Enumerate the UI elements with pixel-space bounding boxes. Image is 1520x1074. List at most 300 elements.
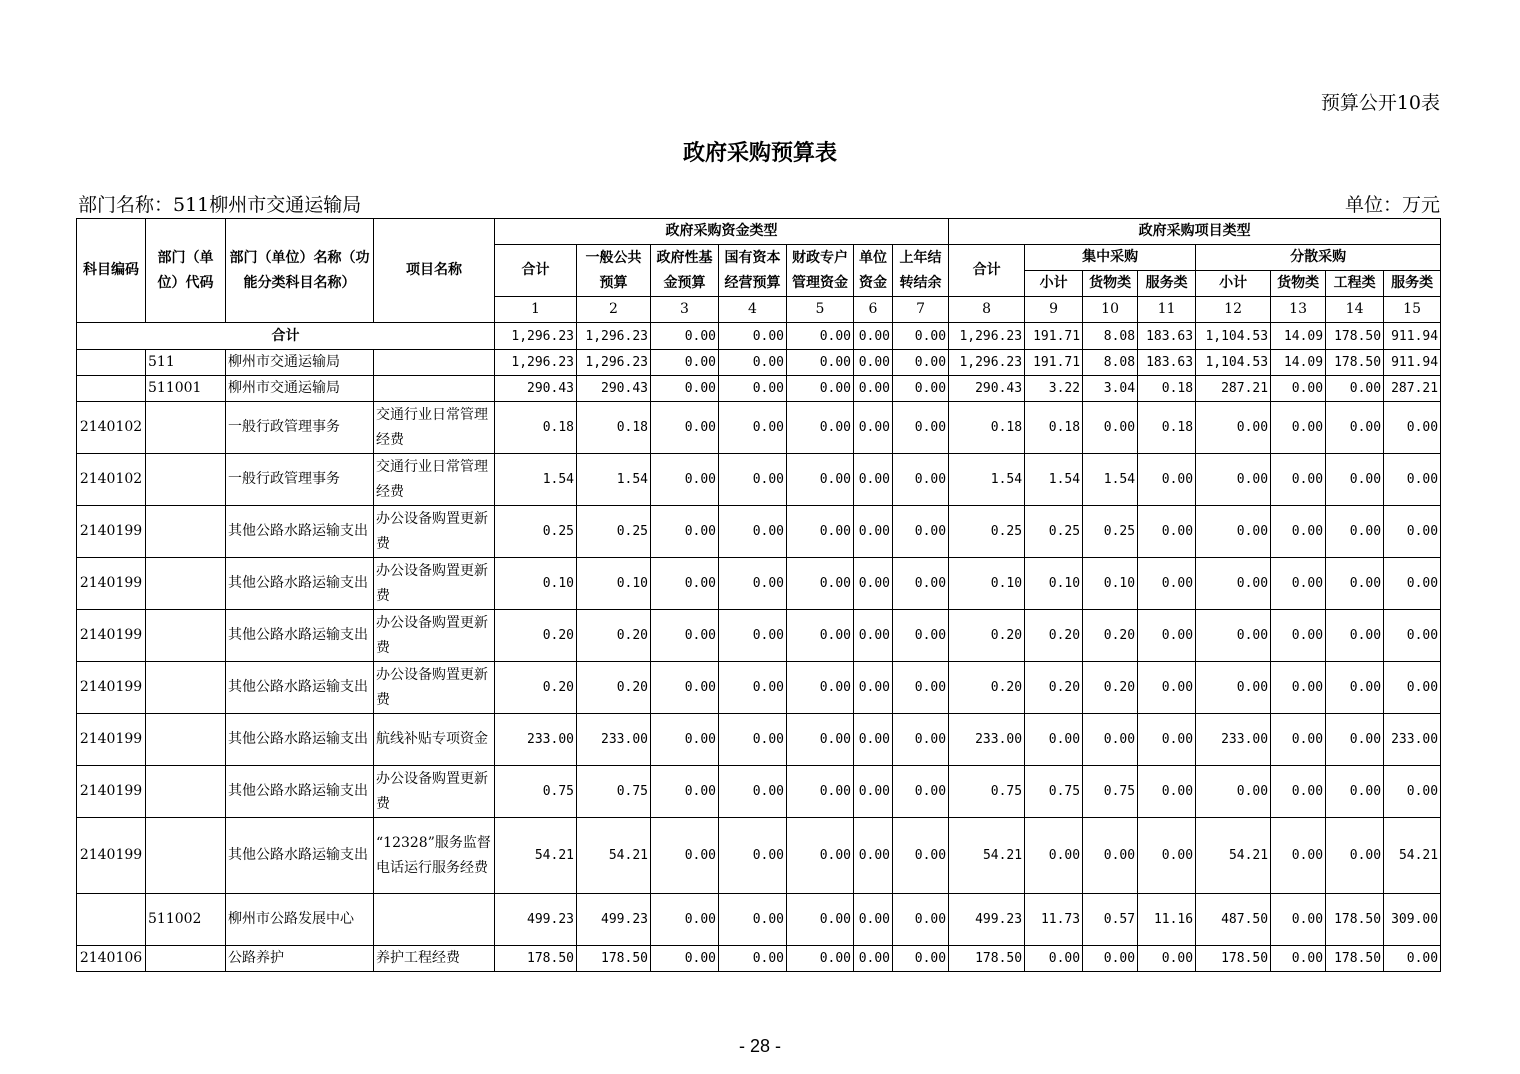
value-cell: 0.18 [1138,402,1196,454]
value-cell: 0.00 [1384,558,1441,610]
value-cell: 0.25 [949,506,1025,558]
value-cell: 0.00 [651,402,719,454]
total-label: 合计 [77,323,495,350]
header-special-fund: 财政专户管理资金 [787,245,854,297]
value-cell: 0.00 [1196,402,1271,454]
total-value: 0.00 [854,323,893,350]
project-name-cell [374,894,495,946]
table-row [77,714,1441,766]
value-cell: 178.50 [1326,350,1384,376]
value-cell: 290.43 [495,376,577,402]
value-cell: 0.00 [1138,818,1196,894]
header-engineering: 工程类 [1326,271,1384,297]
dept-code-cell [146,506,226,558]
value-cell: 0.00 [651,766,719,818]
subject-code-cell: 2140102 [77,454,146,506]
value-cell: 0.18 [495,402,577,454]
total-value: 0.00 [719,323,787,350]
value-cell: 0.00 [854,506,893,558]
column-number: 10 [1083,297,1138,323]
table-row [77,376,1441,402]
value-cell: 54.21 [949,818,1025,894]
value-cell: 54.21 [577,818,651,894]
dept-name-cell: 其他公路水路运输支出 [226,506,374,558]
table-row [77,766,1441,818]
value-cell: 0.00 [1271,376,1326,402]
value-cell: 0.25 [1083,506,1138,558]
value-cell: 0.00 [1083,714,1138,766]
total-value: 0.00 [651,323,719,350]
value-cell: 0.00 [1271,714,1326,766]
dept-name-cell: 其他公路水路运输支出 [226,558,374,610]
column-number: 14 [1326,297,1384,323]
value-cell: 0.00 [1138,714,1196,766]
table-row [77,506,1441,558]
value-cell: 178.50 [949,946,1025,972]
table-row [77,402,1441,454]
value-cell: 0.00 [1196,454,1271,506]
value-cell: 290.43 [577,376,651,402]
dept-name-cell: 其他公路水路运输支出 [226,662,374,714]
value-cell: 0.00 [1025,714,1083,766]
value-cell: 0.00 [1384,766,1441,818]
value-cell: 0.00 [1326,376,1384,402]
subject-code-cell [77,376,146,402]
total-value: 178.50 [1326,323,1384,350]
column-number: 7 [893,297,949,323]
total-value: 8.08 [1083,323,1138,350]
value-cell: 54.21 [1384,818,1441,894]
column-number: 3 [651,297,719,323]
value-cell: 287.21 [1384,376,1441,402]
value-cell: 0.00 [893,818,949,894]
value-cell: 0.00 [651,506,719,558]
value-cell: 0.00 [1196,610,1271,662]
value-cell: 0.00 [854,376,893,402]
value-cell: 0.18 [1138,376,1196,402]
value-cell: 0.00 [893,610,949,662]
header-fund-type: 政府采购资金类型 [495,219,949,245]
value-cell: 0.00 [893,946,949,972]
dept-code-cell: 511001 [146,376,226,402]
value-cell: 178.50 [495,946,577,972]
dept-code-cell: 511002 [146,894,226,946]
procurement-budget-table [76,218,1441,972]
value-cell: 0.00 [719,376,787,402]
value-cell: 0.10 [495,558,577,610]
value-cell: 178.50 [1326,894,1384,946]
subject-code-cell [77,894,146,946]
value-cell: 1.54 [495,454,577,506]
column-number: 6 [854,297,893,323]
column-number: 1 [495,297,577,323]
column-number: 12 [1196,297,1271,323]
value-cell: 0.00 [854,350,893,376]
value-cell: 0.00 [893,714,949,766]
column-number: 5 [787,297,854,323]
project-name-cell: “12328”服务监督电话运行服务经费 [374,818,495,894]
table-row [77,662,1441,714]
value-cell: 1,296.23 [949,350,1025,376]
value-cell: 0.00 [893,558,949,610]
value-cell: 3.22 [1025,376,1083,402]
table-row [77,558,1441,610]
header-state-capital: 国有资本经营预算 [719,245,787,297]
dept-code-cell [146,454,226,506]
value-cell: 0.00 [651,610,719,662]
value-cell: 14.09 [1271,350,1326,376]
value-cell: 0.00 [719,894,787,946]
value-cell: 0.00 [1196,506,1271,558]
value-cell: 911.94 [1384,350,1441,376]
dept-name-cell: 柳州市交通运输局 [226,376,374,402]
value-cell: 0.00 [1138,454,1196,506]
value-cell: 1.54 [1083,454,1138,506]
value-cell: 0.20 [1083,662,1138,714]
value-cell: 0.00 [1326,610,1384,662]
value-cell: 0.00 [1271,506,1326,558]
value-cell: 0.00 [651,376,719,402]
value-cell: 233.00 [1384,714,1441,766]
value-cell: 0.00 [787,376,854,402]
total-value: 0.00 [893,323,949,350]
value-cell: 0.00 [1138,946,1196,972]
value-cell: 0.00 [719,662,787,714]
value-cell: 499.23 [949,894,1025,946]
value-cell: 0.00 [1138,506,1196,558]
table-row [77,610,1441,662]
dept-code-cell [146,610,226,662]
value-cell: 0.00 [1083,946,1138,972]
value-cell: 1,296.23 [577,350,651,376]
header-general-budget: 一般公共预算 [577,245,651,297]
subject-code-cell: 2140106 [77,946,146,972]
value-cell: 54.21 [1196,818,1271,894]
value-cell: 0.00 [1326,454,1384,506]
table-row [77,946,1441,972]
value-cell: 233.00 [495,714,577,766]
value-cell: 0.75 [1083,766,1138,818]
total-value: 1,104.53 [1196,323,1271,350]
value-cell: 0.00 [651,894,719,946]
total-value: 0.00 [787,323,854,350]
total-value: 911.94 [1384,323,1441,350]
header-dept-name: 部门（单位）名称（功能分类科目名称） [226,219,374,323]
subject-code-cell: 2140199 [77,662,146,714]
value-cell: 0.00 [1025,946,1083,972]
value-cell: 0.00 [854,662,893,714]
value-cell: 0.00 [1326,714,1384,766]
total-row [77,323,1441,350]
value-cell: 0.75 [1025,766,1083,818]
value-cell: 0.00 [719,558,787,610]
value-cell: 0.00 [893,506,949,558]
value-cell: 0.00 [1138,662,1196,714]
value-cell: 0.10 [949,558,1025,610]
value-cell: 0.00 [1384,610,1441,662]
project-name-cell: 办公设备购置更新费 [374,506,495,558]
header-decentralized: 分散采购 [1196,245,1441,271]
value-cell: 0.25 [1025,506,1083,558]
subject-code-cell: 2140199 [77,610,146,662]
value-cell: 0.20 [577,662,651,714]
dept-name-cell: 柳州市公路发展中心 [226,894,374,946]
header-goods: 货物类 [1083,271,1138,297]
value-cell: 0.00 [1326,506,1384,558]
header-project-name: 项目名称 [374,219,495,323]
total-value: 1,296.23 [949,323,1025,350]
value-cell: 0.00 [854,558,893,610]
value-cell: 0.00 [1271,818,1326,894]
value-cell: 0.00 [893,766,949,818]
value-cell: 0.00 [854,714,893,766]
department-label: 部门名称：511柳州市交通运输局 [78,194,362,216]
value-cell: 0.00 [893,350,949,376]
value-cell: 0.00 [1271,402,1326,454]
column-number: 9 [1025,297,1083,323]
value-cell: 0.00 [651,558,719,610]
value-cell: 0.00 [1384,662,1441,714]
header-subtotal2: 小计 [1196,271,1271,297]
dept-code-cell: 511 [146,350,226,376]
column-number: 8 [949,297,1025,323]
value-cell: 287.21 [1196,376,1271,402]
subject-code-cell: 2140199 [77,818,146,894]
value-cell: 0.00 [1196,558,1271,610]
value-cell: 0.00 [787,402,854,454]
unit-label: 单位：万元 [1344,194,1440,216]
value-cell: 8.08 [1083,350,1138,376]
value-cell: 178.50 [577,946,651,972]
value-cell: 0.00 [854,610,893,662]
value-cell: 0.00 [893,662,949,714]
value-cell: 0.00 [719,350,787,376]
value-cell: 0.00 [651,662,719,714]
dept-name-cell: 其他公路水路运输支出 [226,766,374,818]
total-value: 14.09 [1271,323,1326,350]
value-cell: 0.20 [495,610,577,662]
value-cell: 0.00 [787,818,854,894]
dept-code-cell [146,662,226,714]
value-cell: 0.00 [719,714,787,766]
subject-code-cell: 2140199 [77,766,146,818]
value-cell: 0.00 [787,714,854,766]
dept-code-cell [146,766,226,818]
value-cell: 0.00 [854,946,893,972]
value-cell: 0.00 [1138,558,1196,610]
column-number: 4 [719,297,787,323]
value-cell: 0.00 [719,946,787,972]
value-cell: 0.00 [1326,558,1384,610]
value-cell: 0.18 [949,402,1025,454]
column-number: 2 [577,297,651,323]
total-value: 183.63 [1138,323,1196,350]
header-carryover: 上年结转结余 [893,245,949,297]
header-total2: 合计 [949,245,1025,297]
value-cell: 0.00 [719,766,787,818]
form-number: 预算公开10表 [1320,92,1440,114]
value-cell: 0.10 [577,558,651,610]
project-name-cell: 航线补贴专项资金 [374,714,495,766]
value-cell: 0.00 [1384,402,1441,454]
subject-code-cell: 2140102 [77,402,146,454]
value-cell: 1,296.23 [495,350,577,376]
project-name-cell: 养护工程经费 [374,946,495,972]
value-cell: 178.50 [1326,946,1384,972]
value-cell: 0.75 [949,766,1025,818]
value-cell: 0.20 [495,662,577,714]
project-name-cell [374,376,495,402]
value-cell: 0.00 [787,946,854,972]
header-total: 合计 [495,245,577,297]
subject-code-cell [77,350,146,376]
dept-name-cell: 其他公路水路运输支出 [226,818,374,894]
value-cell: 0.00 [1326,766,1384,818]
header-centralized: 集中采购 [1025,245,1196,271]
value-cell: 0.00 [893,376,949,402]
dept-name-cell: 一般行政管理事务 [226,402,374,454]
value-cell: 0.57 [1083,894,1138,946]
subject-code-cell: 2140199 [77,714,146,766]
value-cell: 0.00 [1326,662,1384,714]
table-row [77,454,1441,506]
value-cell: 290.43 [949,376,1025,402]
table-row [77,818,1441,894]
value-cell: 0.00 [651,454,719,506]
value-cell: 0.00 [719,506,787,558]
dept-name-cell: 柳州市交通运输局 [226,350,374,376]
header-unit-fund: 单位资金 [854,245,893,297]
value-cell: 0.00 [854,894,893,946]
project-name-cell [374,350,495,376]
value-cell: 0.20 [577,610,651,662]
header-services2: 服务类 [1384,271,1441,297]
value-cell: 0.00 [719,454,787,506]
value-cell: 11.73 [1025,894,1083,946]
value-cell: 0.00 [787,894,854,946]
value-cell: 0.00 [893,402,949,454]
value-cell: 0.20 [949,662,1025,714]
header-services: 服务类 [1138,271,1196,297]
project-name-cell: 办公设备购置更新费 [374,662,495,714]
value-cell: 1.54 [1025,454,1083,506]
value-cell: 0.00 [1271,766,1326,818]
value-cell: 0.20 [1025,610,1083,662]
dept-name-cell: 一般行政管理事务 [226,454,374,506]
dept-name-cell: 公路养护 [226,946,374,972]
value-cell: 499.23 [495,894,577,946]
value-cell: 0.00 [787,506,854,558]
value-cell: 0.00 [787,350,854,376]
total-value: 191.71 [1025,323,1083,350]
value-cell: 0.00 [719,610,787,662]
value-cell: 0.00 [1271,558,1326,610]
value-cell: 0.00 [1196,662,1271,714]
value-cell: 0.00 [719,818,787,894]
value-cell: 0.75 [577,766,651,818]
subject-code-cell: 2140199 [77,506,146,558]
value-cell: 0.00 [1271,454,1326,506]
page-number: - 28 - [738,1036,781,1056]
value-cell: 1,104.53 [1196,350,1271,376]
table-row [77,894,1441,946]
value-cell: 0.18 [1025,402,1083,454]
column-number: 15 [1384,297,1441,323]
dept-name-cell: 其他公路水路运输支出 [226,610,374,662]
page-title: 政府采购预算表 [682,140,837,166]
value-cell: 0.00 [1196,766,1271,818]
value-cell: 0.20 [1083,610,1138,662]
project-name-cell: 交通行业日常管理经费 [374,454,495,506]
value-cell: 191.71 [1025,350,1083,376]
value-cell: 0.00 [1326,818,1384,894]
value-cell: 0.00 [893,894,949,946]
value-cell: 0.00 [1271,610,1326,662]
value-cell: 0.10 [1083,558,1138,610]
value-cell: 0.00 [651,350,719,376]
dept-code-cell [146,714,226,766]
project-name-cell: 办公设备购置更新费 [374,766,495,818]
project-name-cell: 办公设备购置更新费 [374,610,495,662]
value-cell: 499.23 [577,894,651,946]
value-cell: 0.00 [1326,402,1384,454]
value-cell: 3.04 [1083,376,1138,402]
value-cell: 487.50 [1196,894,1271,946]
value-cell: 0.00 [854,454,893,506]
header-dept-code: 部门（单位）代码 [146,219,226,323]
value-cell: 0.25 [577,506,651,558]
value-cell: 0.20 [1025,662,1083,714]
value-cell: 0.00 [651,714,719,766]
value-cell: 0.00 [854,402,893,454]
value-cell: 0.25 [495,506,577,558]
value-cell: 0.00 [1271,662,1326,714]
value-cell: 0.00 [854,818,893,894]
total-value: 1,296.23 [577,323,651,350]
value-cell: 0.00 [787,454,854,506]
dept-name-cell: 其他公路水路运输支出 [226,714,374,766]
value-cell: 309.00 [1384,894,1441,946]
value-cell: 0.00 [1271,894,1326,946]
value-cell: 1.54 [577,454,651,506]
dept-code-cell [146,818,226,894]
value-cell: 0.00 [893,454,949,506]
value-cell: 0.00 [1384,946,1441,972]
value-cell: 0.00 [854,766,893,818]
value-cell: 178.50 [1196,946,1271,972]
value-cell: 0.20 [949,610,1025,662]
value-cell: 1.54 [949,454,1025,506]
column-number: 11 [1138,297,1196,323]
value-cell: 233.00 [949,714,1025,766]
value-cell: 0.00 [1138,766,1196,818]
project-name-cell: 交通行业日常管理经费 [374,402,495,454]
value-cell: 54.21 [495,818,577,894]
header-subject-code: 科目编码 [77,219,146,323]
dept-code-cell [146,946,226,972]
subject-code-cell: 2140199 [77,558,146,610]
value-cell: 0.75 [495,766,577,818]
value-cell: 233.00 [1196,714,1271,766]
dept-code-cell [146,558,226,610]
value-cell: 0.00 [651,946,719,972]
column-number: 13 [1271,297,1326,323]
value-cell: 0.00 [1384,454,1441,506]
value-cell: 0.00 [651,818,719,894]
value-cell: 0.00 [787,610,854,662]
value-cell: 0.00 [1271,946,1326,972]
project-name-cell: 办公设备购置更新费 [374,558,495,610]
